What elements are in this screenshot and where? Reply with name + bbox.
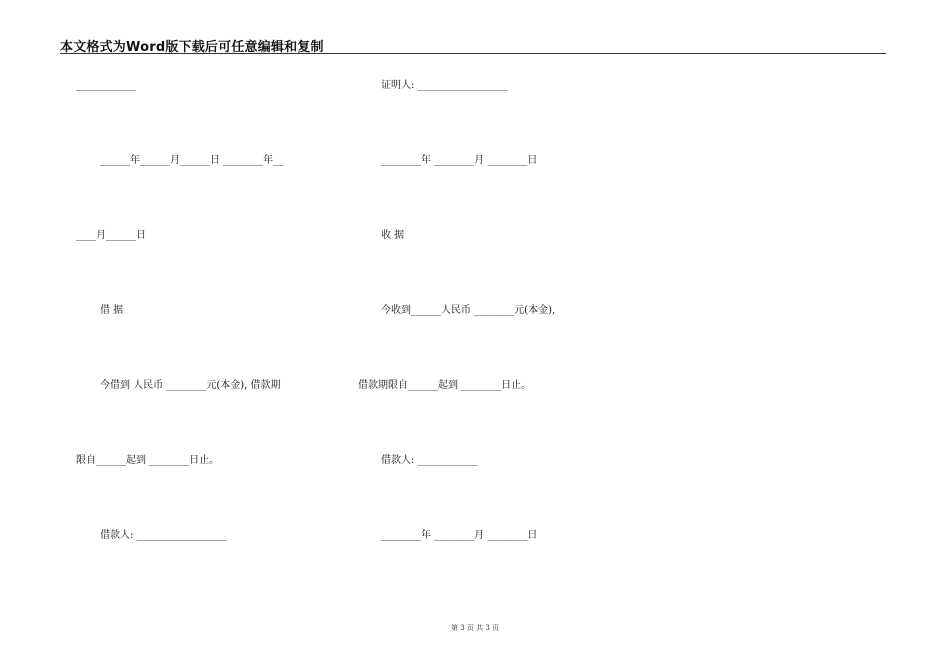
loan-note-body-line2: 限自______起到 ________日止。 xyxy=(76,455,220,466)
page-number: 第 3 页 共 3 页 xyxy=(450,624,500,632)
loan-note-title: 借 据 xyxy=(100,305,124,316)
borrower-signature-left: 借款人: __________________ xyxy=(100,530,227,541)
header-divider xyxy=(60,53,886,54)
loan-note-body-line1: 今借到 人民币 ________元(本金), 借款期 xyxy=(100,380,281,391)
witness-signature: 证明人: __________________ xyxy=(381,80,508,91)
date-line-left: ______年______月______日 ________年__ xyxy=(100,155,284,166)
document-header-title: 本文格式为Word版下载后可任意编辑和复制 xyxy=(60,40,324,55)
receipt-body-line2: 借款期限自______起到 ________日止。 xyxy=(358,380,532,391)
receipt-body-line1: 今收到______人民币 ________元(本金), xyxy=(381,305,556,316)
date-line-left-continued: ____月______日 xyxy=(76,230,146,241)
date-line-right: ________年 ________月 ________日 xyxy=(381,155,538,166)
borrower-signature-right: 借款人: ____________ xyxy=(381,455,478,466)
receipt-title: 收 据 xyxy=(381,230,405,241)
signature-blank-line: ____________ xyxy=(76,80,136,91)
date-line-right-bottom: ________年 ________月 ________日 xyxy=(381,530,538,541)
